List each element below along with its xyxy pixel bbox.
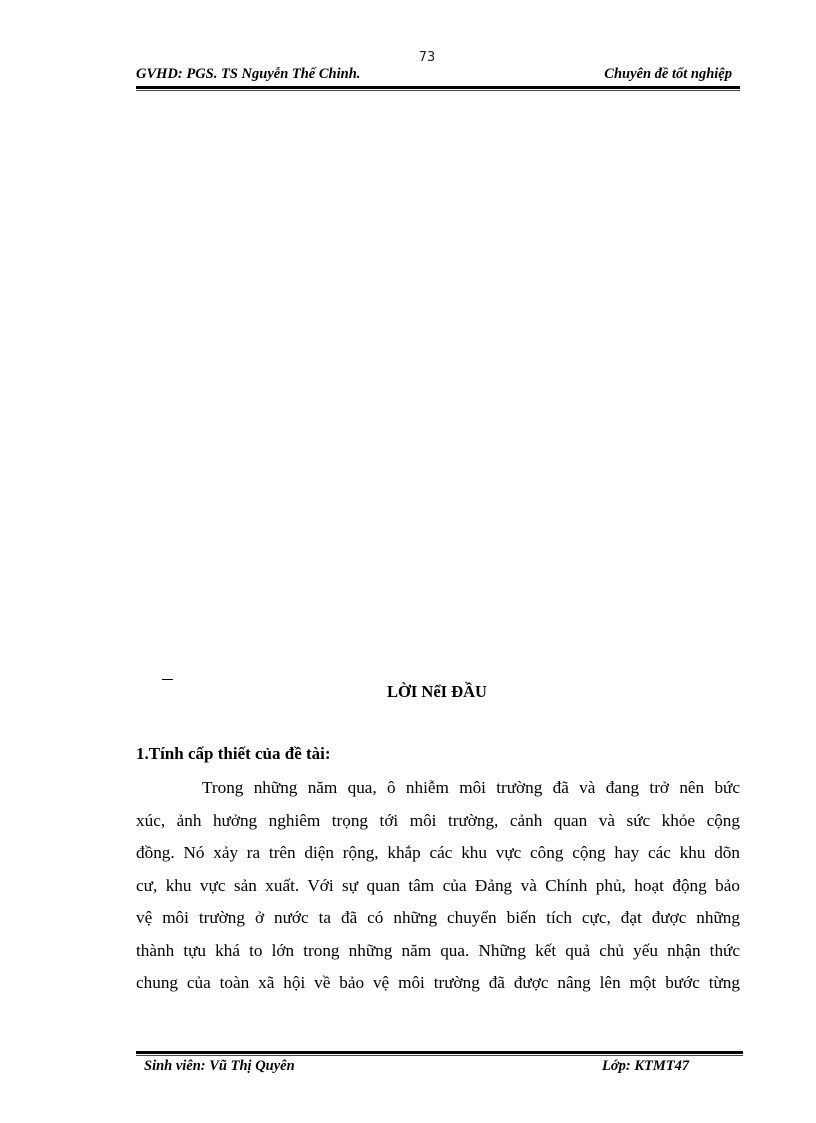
footer-rule-thin (136, 1055, 743, 1056)
header-document-type: Chuyên đề tốt nghiệp (604, 66, 732, 82)
header-rule-thin (136, 90, 740, 91)
paragraph-line: thành tựu khá to lớn trong những năm qua. Những kết quả chủ yếu nhận thức (136, 940, 740, 960)
paragraph-line: cư, khu vực sản xuất. Với sự quan tâm của Đảng và Chính phủ, hoạt động bảo (136, 875, 740, 895)
footer-class: Lớp: KTMT47 (602, 1058, 690, 1074)
stray-dash-mark (162, 679, 173, 680)
page-header (136, 66, 740, 86)
paragraph-line: Trong những năm qua, ô nhiễm môi trường đã và đang trở nên bức (202, 778, 740, 797)
body-paragraph (136, 772, 740, 1000)
paragraph-line: xúc, ảnh hưởng nghiêm trọng tới môi trường, cảnh quan và sức khỏe cộng (136, 810, 740, 830)
section-title: LỜI NểI ĐẦU (387, 682, 487, 701)
footer-student: Sinh viên: Vũ Thị Quyên (144, 1058, 295, 1074)
subsection-heading: 1.Tính cấp thiết của đề tài: (136, 744, 331, 763)
footer-rule-thick (136, 1051, 743, 1054)
paragraph-line: chung của toàn xã hội về bảo vệ môi trường đã được nâng lên một bước từng (136, 973, 740, 992)
paragraph-line: vệ môi trường ở nước ta đã có những chuyển biến tích cực, đạt được những (136, 908, 740, 927)
header-advisor: GVHD: PGS. TS Nguyễn Thế Chinh. (136, 66, 361, 82)
paragraph-line: đồng. Nó xảy ra trên diện rộng, khắp các khu vực công cộng hay các khu dõn (136, 843, 740, 862)
page-number: 73 (418, 50, 436, 65)
page-footer (136, 1058, 743, 1078)
header-rule-thick (136, 86, 740, 89)
